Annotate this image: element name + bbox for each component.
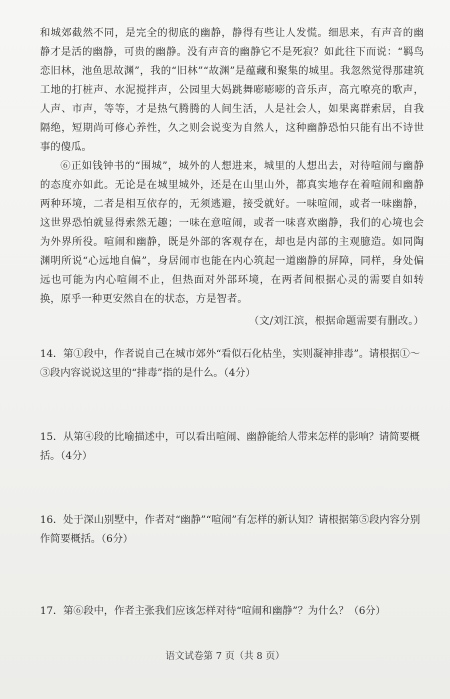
answer-space-14 xyxy=(40,383,424,384)
answer-space-15 xyxy=(40,466,424,467)
question-14: 14．第①段中，作者说自己在城市郊外“看似石化枯坐，实则凝神排毒”。请根据①～③段内容说说这里的“排毒”指的是什么。（4分） xyxy=(40,349,420,379)
reading-passage xyxy=(40,24,424,331)
question-16: 16．处于深山别墅中，作者对“幽静”“喧闹”有怎样的新认知？请根据第⑤段内容分别作简要概括。（6分） xyxy=(40,515,421,545)
passage-source: （文/刘江滨，根据命题需要有删改。） xyxy=(248,316,424,327)
page-footer: 语文试卷第 7 页（共 8 页） xyxy=(165,651,285,662)
answer-space-16 xyxy=(40,549,424,550)
answer-space-17 xyxy=(40,621,424,622)
passage-paragraph-5: 和城郊截然不同，是完全的彻底的幽静，静得有些让人发慌。细思来，有声音的幽静才是活的幽静，可贵的幽静。没有声音的幽静它不是死寂？如此往下而说：“羁鸟恋旧林，池鱼思故渊”，我的“旧林”“故渊”是蕴藏和聚集的城里。我忽然觉得那建筑工地的打桩声、水泥搅拌声，公园里大妈跳舞嘭嘭嘭的音乐声，高亢嘹亮的歌声，人声、市声，等等，才是热气腾腾的人间生活，人是社会人，如果离群索居，自我隔绝，短期尚可修心养性，久之则会说变为自然人，这种幽静恐怕只能有出不诗世事的傻瓜。 xyxy=(40,28,424,153)
question-17: 17．第⑥段中，作者主张我们应该怎样对待“喧闹和幽静”？为什么？（6分） xyxy=(40,606,386,617)
passage-paragraph-6: ⑥正如钱钟书的“围城”，城外的人想进来，城里的人想出去，对待喧闹与幽静的态度亦如此。无论是在城里城外，还是在山里山外，都真实地存在着喧闹和幽静两种环境，二者是相互依存的，无须逃避，接受就好。一味喧闹，或者一味幽静，这世界恐怕就显得索然无趣；一味在意喧闹，或者一味喜欢幽静，我们的心境也会为外界所役。喧闹和幽静，既是外部的客观存在，却也是内部的主观臆造。如同陶渊明所说“心远地自偏”，身居闹市也能在内心筑起一道幽静的屏障，同样，身处偏远也可能为内心喧闹不止，但热面对外部环境，在两者间根据心灵的需要自如转换，原乎一种更安然自在的状态，方是智者。 xyxy=(40,161,424,305)
question-15: 15．从第④段的比喻描述中，可以看出喧闹、幽静能给人带来怎样的影响？请简要概括。（4分） xyxy=(40,432,420,462)
